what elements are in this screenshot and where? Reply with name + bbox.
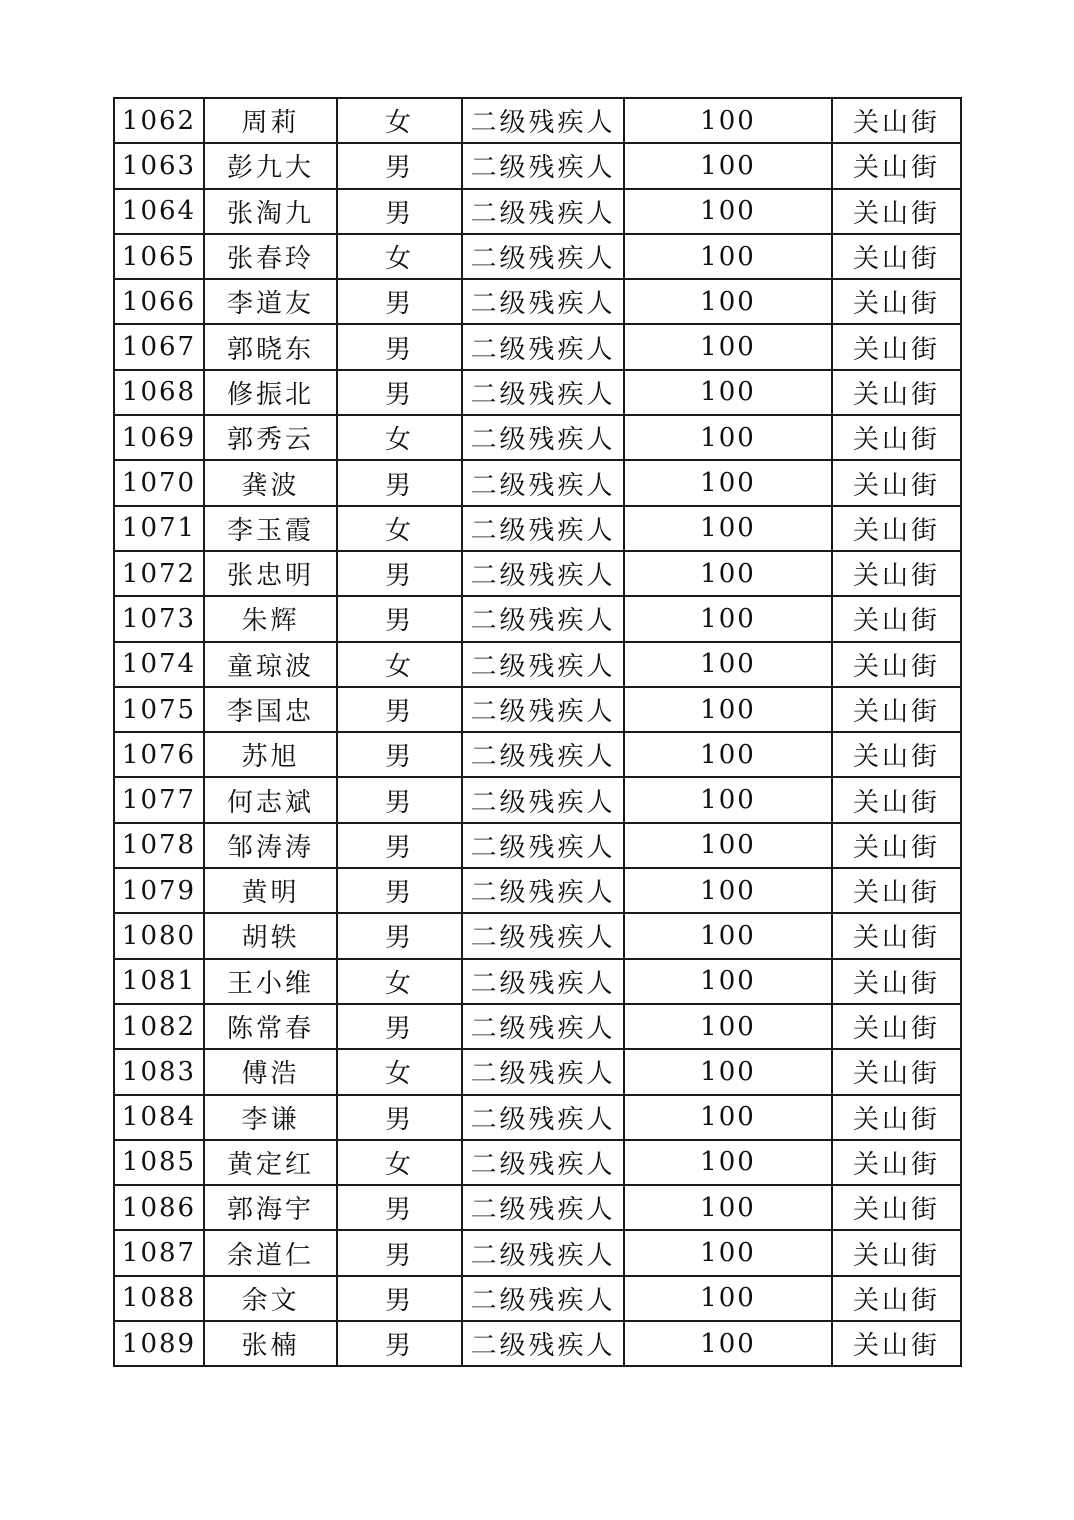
cell-name: 郭晓东 [204, 324, 337, 369]
cell-gender: 男 [337, 1095, 462, 1140]
table-row [114, 1095, 961, 1140]
cell-amount: 100 [624, 959, 832, 1004]
cell-gender: 男 [337, 189, 462, 234]
table-row [114, 324, 961, 369]
cell-amount: 100 [624, 823, 832, 868]
table-row [114, 596, 961, 641]
cell-gender: 女 [337, 1140, 462, 1185]
cell-name: 黄明 [204, 868, 337, 913]
cell-gender: 男 [337, 913, 462, 958]
cell-amount: 100 [624, 1230, 832, 1275]
cell-street: 关山街 [832, 823, 961, 868]
cell-number: 1079 [114, 868, 204, 913]
cell-category: 二级残疾人 [462, 1004, 624, 1049]
cell-gender: 女 [337, 506, 462, 551]
cell-street: 关山街 [832, 1230, 961, 1275]
cell-name: 陈常春 [204, 1004, 337, 1049]
cell-gender: 男 [337, 551, 462, 596]
cell-amount: 100 [624, 1049, 832, 1094]
cell-gender: 男 [337, 687, 462, 732]
cell-amount: 100 [624, 324, 832, 369]
cell-amount: 100 [624, 460, 832, 505]
cell-number: 1086 [114, 1185, 204, 1230]
cell-gender: 男 [337, 1276, 462, 1321]
table-row [114, 1049, 961, 1094]
cell-name: 郭海宇 [204, 1185, 337, 1230]
cell-name: 李玉霞 [204, 506, 337, 551]
table-row [114, 370, 961, 415]
cell-amount: 100 [624, 98, 832, 143]
cell-name: 郭秀云 [204, 415, 337, 460]
cell-street: 关山街 [832, 596, 961, 641]
cell-amount: 100 [624, 596, 832, 641]
cell-category: 二级残疾人 [462, 1230, 624, 1275]
table-row [114, 1276, 961, 1321]
cell-street: 关山街 [832, 1095, 961, 1140]
cell-name: 张淘九 [204, 189, 337, 234]
cell-category: 二级残疾人 [462, 1321, 624, 1366]
cell-gender: 男 [337, 868, 462, 913]
cell-number: 1085 [114, 1140, 204, 1185]
cell-name: 何志斌 [204, 777, 337, 822]
cell-gender: 男 [337, 1004, 462, 1049]
cell-name: 苏旭 [204, 732, 337, 777]
table-row [114, 1004, 961, 1049]
cell-gender: 男 [337, 370, 462, 415]
cell-number: 1071 [114, 506, 204, 551]
cell-amount: 100 [624, 1095, 832, 1140]
cell-category: 二级残疾人 [462, 959, 624, 1004]
cell-amount: 100 [624, 1140, 832, 1185]
cell-street: 关山街 [832, 234, 961, 279]
cell-street: 关山街 [832, 868, 961, 913]
table-row [114, 687, 961, 732]
cell-street: 关山街 [832, 551, 961, 596]
cell-category: 二级残疾人 [462, 687, 624, 732]
cell-gender: 男 [337, 596, 462, 641]
cell-number: 1075 [114, 687, 204, 732]
table-row [114, 868, 961, 913]
cell-gender: 男 [337, 1230, 462, 1275]
cell-gender: 男 [337, 1185, 462, 1230]
cell-number: 1078 [114, 823, 204, 868]
cell-name: 童琼波 [204, 642, 337, 687]
table-row [114, 234, 961, 279]
cell-number: 1073 [114, 596, 204, 641]
cell-category: 二级残疾人 [462, 1049, 624, 1094]
cell-amount: 100 [624, 687, 832, 732]
cell-street: 关山街 [832, 98, 961, 143]
cell-number: 1064 [114, 189, 204, 234]
cell-name: 余文 [204, 1276, 337, 1321]
cell-amount: 100 [624, 143, 832, 188]
table-row [114, 279, 961, 324]
cell-gender: 女 [337, 415, 462, 460]
cell-gender: 男 [337, 1321, 462, 1366]
cell-category: 二级残疾人 [462, 415, 624, 460]
cell-name: 邹涛涛 [204, 823, 337, 868]
cell-street: 关山街 [832, 415, 961, 460]
cell-gender: 女 [337, 1049, 462, 1094]
cell-street: 关山街 [832, 1049, 961, 1094]
cell-street: 关山街 [832, 143, 961, 188]
cell-number: 1072 [114, 551, 204, 596]
cell-category: 二级残疾人 [462, 460, 624, 505]
cell-name: 朱辉 [204, 596, 337, 641]
table-row [114, 551, 961, 596]
cell-street: 关山街 [832, 913, 961, 958]
cell-street: 关山街 [832, 279, 961, 324]
cell-category: 二级残疾人 [462, 143, 624, 188]
cell-street: 关山街 [832, 959, 961, 1004]
roster-table [113, 97, 962, 1367]
table-row [114, 732, 961, 777]
cell-name: 周莉 [204, 98, 337, 143]
roster-table-body [114, 98, 961, 1366]
cell-street: 关山街 [832, 370, 961, 415]
cell-gender: 男 [337, 460, 462, 505]
cell-street: 关山街 [832, 506, 961, 551]
table-row [114, 143, 961, 188]
cell-name: 李国忠 [204, 687, 337, 732]
table-row [114, 1321, 961, 1366]
cell-amount: 100 [624, 1276, 832, 1321]
cell-number: 1069 [114, 415, 204, 460]
table-row [114, 823, 961, 868]
cell-number: 1068 [114, 370, 204, 415]
cell-name: 胡轶 [204, 913, 337, 958]
cell-number: 1076 [114, 732, 204, 777]
cell-category: 二级残疾人 [462, 234, 624, 279]
cell-street: 关山街 [832, 1140, 961, 1185]
cell-name: 张忠明 [204, 551, 337, 596]
cell-name: 余道仁 [204, 1230, 337, 1275]
cell-number: 1083 [114, 1049, 204, 1094]
cell-category: 二级残疾人 [462, 913, 624, 958]
cell-category: 二级残疾人 [462, 506, 624, 551]
cell-name: 彭九大 [204, 143, 337, 188]
cell-category: 二级残疾人 [462, 596, 624, 641]
cell-number: 1062 [114, 98, 204, 143]
cell-number: 1087 [114, 1230, 204, 1275]
table-row [114, 506, 961, 551]
cell-category: 二级残疾人 [462, 732, 624, 777]
cell-amount: 100 [624, 551, 832, 596]
cell-category: 二级残疾人 [462, 1185, 624, 1230]
cell-category: 二级残疾人 [462, 370, 624, 415]
cell-amount: 100 [624, 1185, 832, 1230]
cell-category: 二级残疾人 [462, 189, 624, 234]
cell-amount: 100 [624, 189, 832, 234]
cell-amount: 100 [624, 415, 832, 460]
cell-name: 李谦 [204, 1095, 337, 1140]
cell-name: 张春玲 [204, 234, 337, 279]
cell-name: 张楠 [204, 1321, 337, 1366]
cell-amount: 100 [624, 642, 832, 687]
cell-amount: 100 [624, 279, 832, 324]
cell-category: 二级残疾人 [462, 98, 624, 143]
cell-name: 修振北 [204, 370, 337, 415]
cell-gender: 男 [337, 777, 462, 822]
cell-street: 关山街 [832, 642, 961, 687]
cell-amount: 100 [624, 868, 832, 913]
cell-number: 1070 [114, 460, 204, 505]
cell-amount: 100 [624, 1321, 832, 1366]
table-row [114, 460, 961, 505]
cell-number: 1066 [114, 279, 204, 324]
cell-gender: 女 [337, 234, 462, 279]
cell-category: 二级残疾人 [462, 279, 624, 324]
cell-number: 1077 [114, 777, 204, 822]
cell-street: 关山街 [832, 1185, 961, 1230]
cell-name: 李道友 [204, 279, 337, 324]
cell-number: 1089 [114, 1321, 204, 1366]
cell-name: 黄定红 [204, 1140, 337, 1185]
table-row [114, 189, 961, 234]
table-row [114, 959, 961, 1004]
cell-amount: 100 [624, 913, 832, 958]
cell-category: 二级残疾人 [462, 823, 624, 868]
cell-name: 龚波 [204, 460, 337, 505]
cell-name: 傅浩 [204, 1049, 337, 1094]
cell-street: 关山街 [832, 324, 961, 369]
table-row [114, 777, 961, 822]
cell-category: 二级残疾人 [462, 551, 624, 596]
cell-gender: 男 [337, 324, 462, 369]
cell-number: 1063 [114, 143, 204, 188]
cell-category: 二级残疾人 [462, 1276, 624, 1321]
cell-number: 1074 [114, 642, 204, 687]
cell-street: 关山街 [832, 1276, 961, 1321]
cell-category: 二级残疾人 [462, 868, 624, 913]
cell-gender: 男 [337, 279, 462, 324]
table-row [114, 642, 961, 687]
table-row [114, 1230, 961, 1275]
cell-gender: 男 [337, 732, 462, 777]
cell-category: 二级残疾人 [462, 777, 624, 822]
cell-amount: 100 [624, 234, 832, 279]
cell-number: 1081 [114, 959, 204, 1004]
cell-amount: 100 [624, 506, 832, 551]
cell-number: 1088 [114, 1276, 204, 1321]
cell-street: 关山街 [832, 732, 961, 777]
table-row [114, 415, 961, 460]
cell-amount: 100 [624, 777, 832, 822]
cell-amount: 100 [624, 1004, 832, 1049]
cell-gender: 男 [337, 143, 462, 188]
table-row [114, 98, 961, 143]
cell-number: 1067 [114, 324, 204, 369]
cell-amount: 100 [624, 732, 832, 777]
cell-name: 王小维 [204, 959, 337, 1004]
cell-category: 二级残疾人 [462, 642, 624, 687]
cell-category: 二级残疾人 [462, 324, 624, 369]
cell-number: 1080 [114, 913, 204, 958]
cell-street: 关山街 [832, 189, 961, 234]
cell-number: 1065 [114, 234, 204, 279]
cell-street: 关山街 [832, 687, 961, 732]
table-row [114, 1140, 961, 1185]
cell-street: 关山街 [832, 777, 961, 822]
cell-gender: 女 [337, 98, 462, 143]
cell-street: 关山街 [832, 1004, 961, 1049]
cell-street: 关山街 [832, 1321, 961, 1366]
cell-number: 1082 [114, 1004, 204, 1049]
cell-gender: 男 [337, 823, 462, 868]
cell-street: 关山街 [832, 460, 961, 505]
table-row [114, 1185, 961, 1230]
cell-gender: 女 [337, 642, 462, 687]
table-row [114, 913, 961, 958]
cell-amount: 100 [624, 370, 832, 415]
cell-number: 1084 [114, 1095, 204, 1140]
cell-category: 二级残疾人 [462, 1140, 624, 1185]
cell-gender: 女 [337, 959, 462, 1004]
cell-category: 二级残疾人 [462, 1095, 624, 1140]
